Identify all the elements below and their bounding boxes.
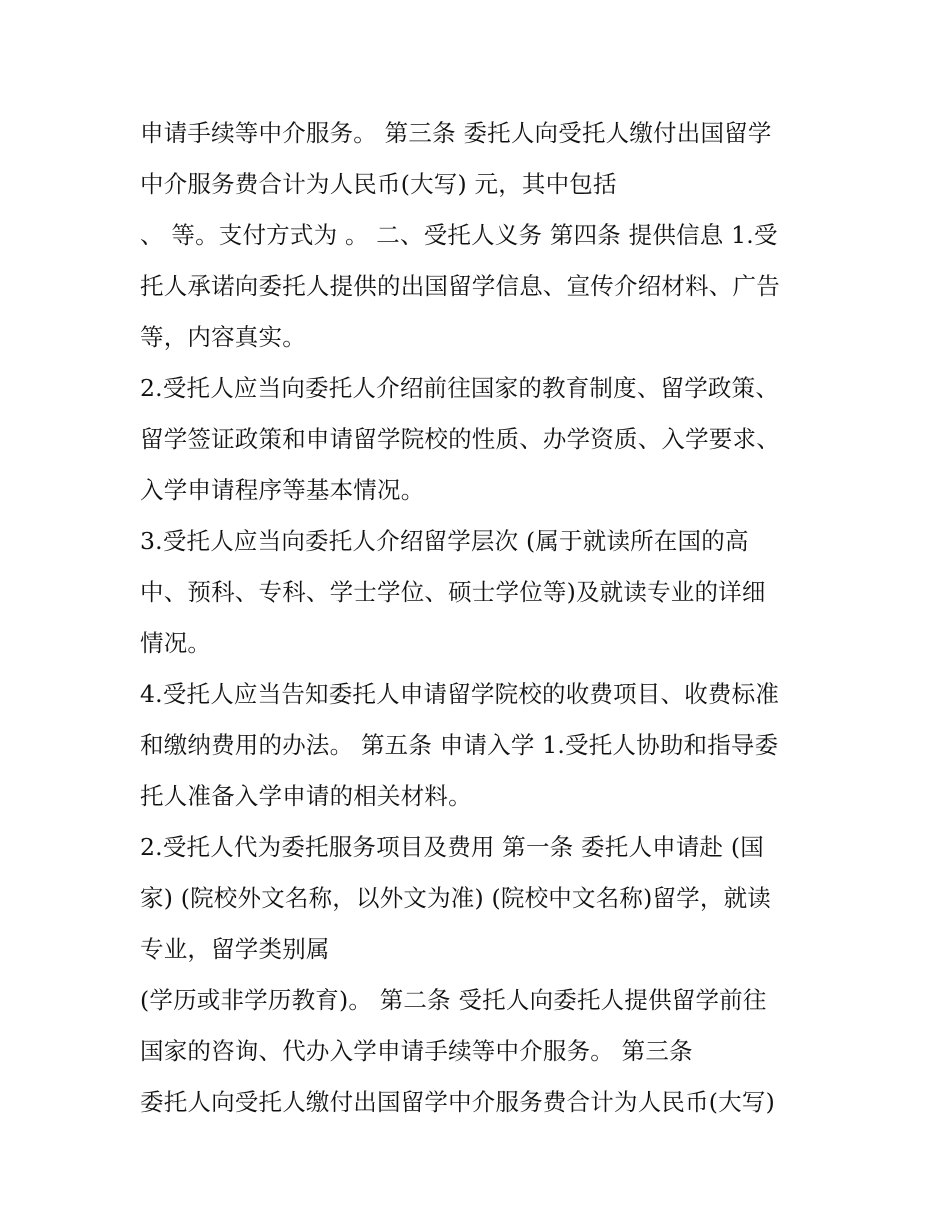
text-line: 中介服务费合计为人民币(大写) 元，其中包括	[140, 170, 617, 198]
text-line: 家) (院校外文名称，以外文为准) (院校中文名称)留学，就读	[140, 884, 771, 912]
text-line: 中、预科、专科、学士学位、硕士学位等)及就读专业的详细	[140, 578, 766, 606]
text-line: 申请手续等中介服务。 第三条 委托人向受托人缴付出国留学	[140, 119, 772, 147]
text-line: 等，内容真实。	[140, 323, 306, 351]
text-line: 委托人向受托人缴付出国留学中介服务费合计为人民币(大写)	[140, 1088, 775, 1116]
text-line: 2.受托人代为委托服务项目及费用 第一条 委托人申请赴 (国	[140, 833, 764, 861]
document-text-body	[140, 108, 840, 1128]
text-line: (学历或非学历教育)。 第二条 受托人向委托人提供留学前往	[140, 986, 767, 1014]
text-line: 情况。	[140, 629, 212, 657]
text-line: 3.受托人应当向委托人介绍留学层次 (属于就读所在国的高	[140, 527, 749, 555]
text-line: 、 等。支付方式为 。 二、受托人义务 第四条 提供信息 1.受	[140, 221, 778, 249]
text-line: 专业，留学类别属	[140, 935, 330, 963]
text-line: 托人准备入学申请的相关材料。	[140, 782, 472, 810]
text-line: 和缴纳费用的办法。 第五条 申请入学 1.受托人协助和指导委	[140, 731, 779, 759]
text-line: 入学申请程序等基本情况。	[140, 476, 425, 504]
text-line: 留学签证政策和申请留学院校的性质、办学资质、入学要求、	[140, 425, 780, 453]
text-line: 2.受托人应当向委托人介绍前往国家的教育制度、留学政策、	[140, 374, 780, 402]
text-line: 4.受托人应当告知委托人申请留学院校的收费项目、收费标准	[140, 680, 780, 708]
text-line: 国家的咨询、代办入学申请手续等中介服务。 第三条	[140, 1037, 693, 1065]
text-line: 托人承诺向委托人提供的出国留学信息、宣传介绍材料、广告	[140, 272, 780, 300]
